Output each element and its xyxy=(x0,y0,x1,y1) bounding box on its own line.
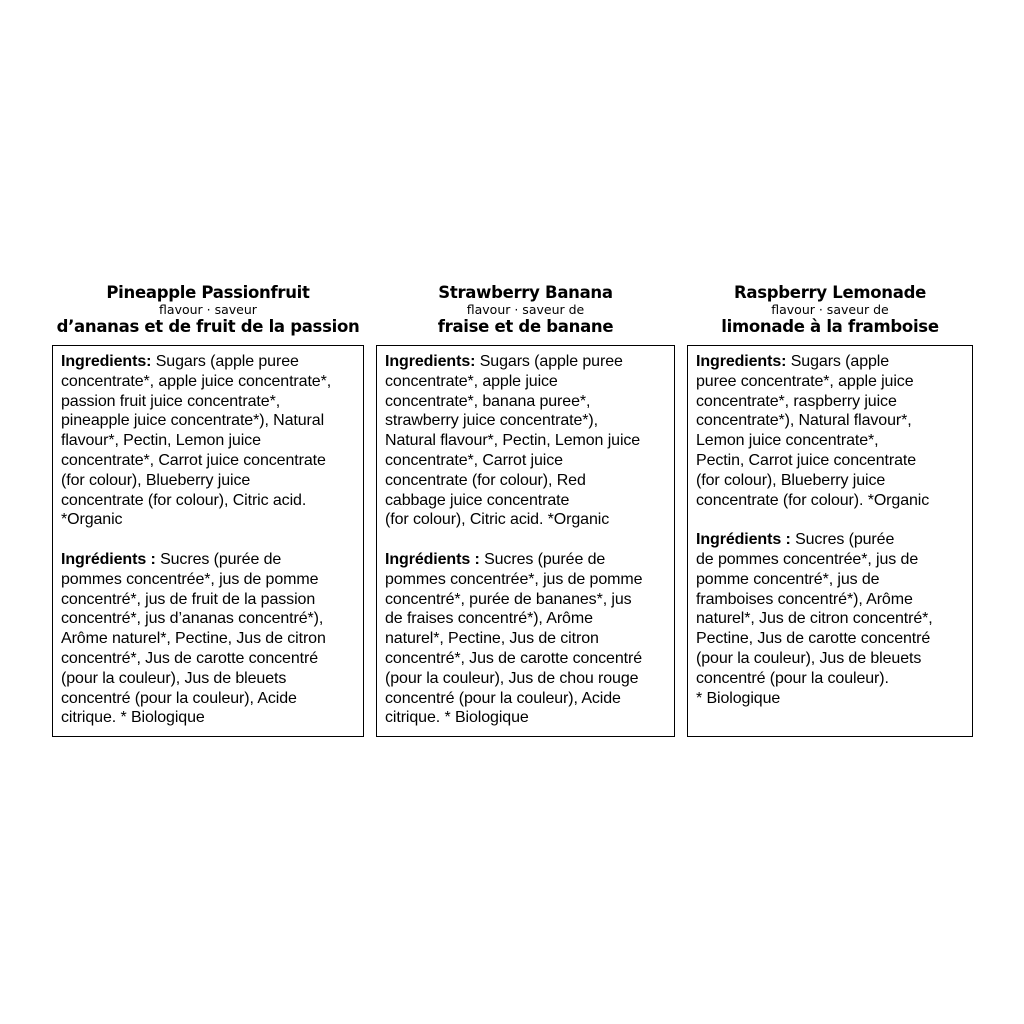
ingredients-en-line: *Organic xyxy=(61,511,123,529)
ingredients-fr xyxy=(61,550,355,728)
ingredients-fr-line: pommes concentrée*, jus de pomme xyxy=(61,570,319,588)
ingredients-fr-line: concentré*, purée de bananes*, jus xyxy=(385,590,632,608)
ingredients-en-label: Ingredients: xyxy=(696,353,787,370)
ingredients-en-line: strawberry juice concentrate*), xyxy=(385,412,598,430)
ingredients-en-line: concentrate*, apple juice xyxy=(385,372,558,390)
ingredients-en xyxy=(61,352,355,530)
ingredients-fr-line: pommes concentrée*, jus de pomme xyxy=(385,570,643,588)
ingredients-en-line xyxy=(696,352,964,372)
ingredients-en-line: concentrate (for colour), Red xyxy=(385,471,586,489)
ingredients-fr-line: concentré (pour la couleur), Acide xyxy=(61,689,297,707)
ingredients-en-line xyxy=(385,352,666,372)
ingredients-fr-line: (pour la couleur), Jus de chou rouge xyxy=(385,669,639,687)
ingredients-fr-line: concentré*, jus d’ananas concentré*), xyxy=(61,610,324,628)
ingredients-en-text: Sugars (apple puree xyxy=(151,353,299,370)
ingredients-fr-text: Sucres (purée xyxy=(790,531,895,549)
ingredients-fr-line: (pour la couleur), Jus de bleuets xyxy=(696,649,922,667)
ingredients-fr-line: * Biologique xyxy=(696,689,781,707)
ingredients-fr-line: citrique. * Biologique xyxy=(61,709,205,727)
ingredients-en-line: concentrate*, apple juice concentrate*, xyxy=(61,372,332,390)
ingredients-fr-line: pomme concentré*, jus de xyxy=(696,570,880,588)
ingredients-fr-line: concentré (pour la couleur). xyxy=(696,669,889,687)
ingredients-fr-text: Sucres (purée de xyxy=(479,550,606,568)
product-pineapple-passionfruit xyxy=(52,282,364,737)
product-name-en: Pineapple Passionfruit xyxy=(106,283,310,302)
product-raspberry-lemonade xyxy=(687,282,973,737)
ingredients-fr-line: concentré*, Jus de carotte concentré xyxy=(385,649,642,667)
ingredients-en-text: Sugars (apple xyxy=(786,353,890,370)
product-name-fr: d’ananas et de fruit de la passion xyxy=(56,317,360,336)
ingredients-box xyxy=(376,345,675,737)
product-name-fr: fraise et de banane xyxy=(437,317,614,336)
ingredients-en-line: concentrate*, banana puree*, xyxy=(385,392,591,410)
ingredients-box xyxy=(687,345,973,737)
ingredients-en-line xyxy=(61,352,355,372)
ingredients-fr-line: naturel*, Pectine, Jus de citron xyxy=(385,630,599,648)
ingredients-en-label: Ingredients: xyxy=(385,353,476,370)
ingredients-en xyxy=(696,352,964,510)
ingredients-en-line: concentrate (for colour). *Organic xyxy=(696,491,930,509)
ingredients-fr-line xyxy=(385,550,666,570)
ingredients-fr-text: Sucres (purée de xyxy=(155,550,282,568)
ingredients-fr-line: Pectine, Jus de carotte concentré xyxy=(696,630,931,648)
ingredients-en-line: (for colour), Blueberry juice xyxy=(696,471,886,489)
ingredients-fr-line: naturel*, Jus de citron concentré*, xyxy=(696,610,933,628)
ingredients-fr-label: Ingrédients : xyxy=(61,550,156,568)
ingredients-en-line: passion fruit juice concentrate*, xyxy=(61,392,281,410)
product-subtitle: flavour · saveur de xyxy=(771,302,889,317)
ingredients-en-line: concentrate*, raspberry juice xyxy=(696,392,897,410)
ingredients-fr-line: framboises concentré*), Arôme xyxy=(696,590,913,608)
ingredients-fr-line: de fraises concentré*), Arôme xyxy=(385,610,593,628)
product-name-en: Strawberry Banana xyxy=(438,283,613,302)
product-subtitle: flavour · saveur de xyxy=(466,302,585,317)
product-name-fr: limonade à la framboise xyxy=(721,317,939,336)
ingredients-en-line: Pectin, Carrot juice concentrate xyxy=(696,451,917,469)
ingredients-en-text: Sugars (apple puree xyxy=(475,353,623,370)
ingredients-en-line: Natural flavour*, Pectin, Lemon juice xyxy=(385,432,641,450)
ingredients-en-line: concentrate*, Carrot juice concentrate xyxy=(61,451,326,469)
ingredients-fr-line: concentré*, jus de fruit de la passion xyxy=(61,590,316,608)
ingredients-en-line: cabbage juice concentrate xyxy=(385,491,570,509)
ingredients-en-line: concentrate*), Natural flavour*, xyxy=(696,412,912,430)
ingredients-fr xyxy=(385,550,666,728)
ingredients-fr-line: concentré*, Jus de carotte concentré xyxy=(61,649,318,667)
ingredients-en-line: (for colour), Blueberry juice xyxy=(61,471,251,489)
ingredients-en xyxy=(385,352,666,530)
ingredients-en-line: flavour*, Pectin, Lemon juice xyxy=(61,432,261,450)
ingredients-fr xyxy=(696,530,964,708)
product-strawberry-banana xyxy=(376,282,675,737)
ingredients-en-line: pineapple juice concentrate*), Natural xyxy=(61,412,325,430)
ingredients-fr-line: concentré (pour la couleur), Acide xyxy=(385,689,621,707)
ingredients-fr-line xyxy=(61,550,355,570)
product-header xyxy=(376,282,675,337)
ingredients-en-line: concentrate*, Carrot juice xyxy=(385,451,563,469)
ingredients-fr-label: Ingrédients : xyxy=(385,550,480,568)
ingredients-en-line: concentrate (for colour), Citric acid. xyxy=(61,491,307,509)
product-header xyxy=(52,282,364,337)
ingredients-en-line: Lemon juice concentrate*, xyxy=(696,432,879,450)
ingredients-fr-line: Arôme naturel*, Pectine, Jus de citron xyxy=(61,630,326,648)
ingredients-fr-line xyxy=(696,530,964,550)
ingredients-fr-line: (pour la couleur), Jus de bleuets xyxy=(61,669,287,687)
ingredients-box xyxy=(52,345,364,737)
ingredients-fr-line: citrique. * Biologique xyxy=(385,709,529,727)
product-subtitle: flavour · saveur xyxy=(159,302,257,317)
ingredients-fr-label: Ingrédients : xyxy=(696,531,791,549)
ingredients-en-label: Ingredients: xyxy=(61,353,152,370)
ingredients-fr-line: de pommes concentrée*, jus de xyxy=(696,550,919,568)
ingredients-en-line: (for colour), Citric acid. *Organic xyxy=(385,511,610,529)
ingredients-en-line: puree concentrate*, apple juice xyxy=(696,372,914,390)
product-header xyxy=(687,282,973,337)
product-name-en: Raspberry Lemonade xyxy=(734,283,926,302)
